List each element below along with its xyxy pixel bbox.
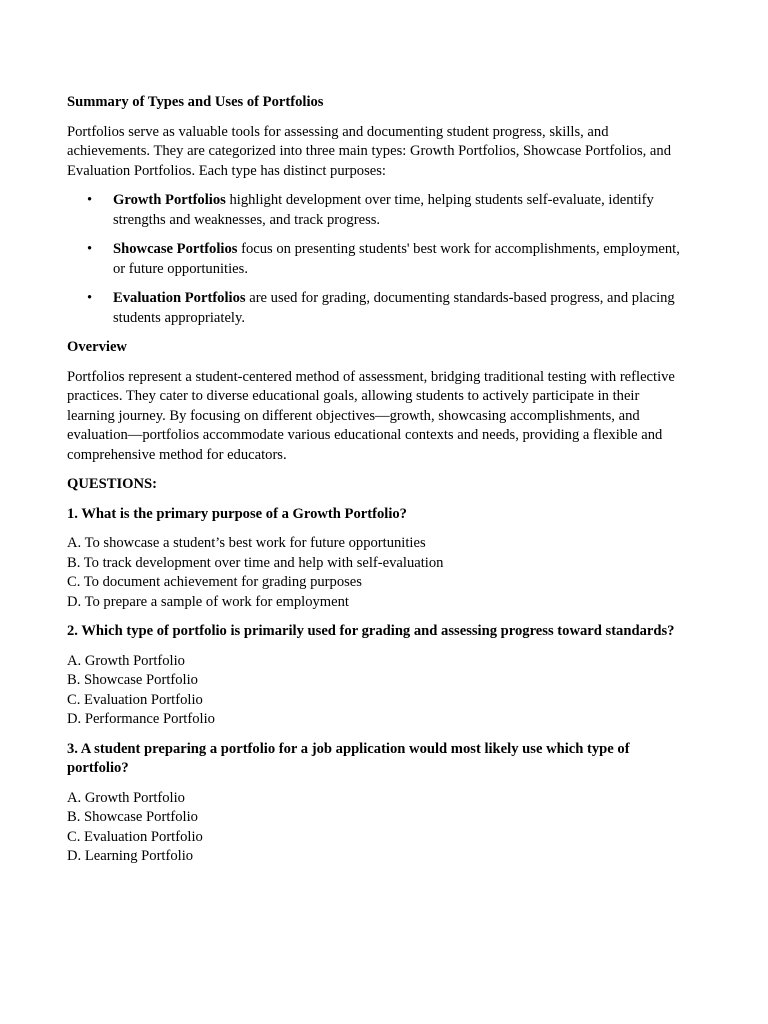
answer-option-d: D. To prepare a sample of work for employment — [67, 593, 349, 610]
type-description: focus on presenting students' best work for accomplishments, employment, or future opportunities. — [113, 241, 680, 277]
answer-option-c: C. To document achievement for grading purposes — [67, 574, 362, 590]
question-3 — [67, 740, 687, 867]
type-description: highlight development over time, helping students self-evaluate, identify strengths and weaknesses, and track progress. — [113, 192, 654, 228]
overview-paragraph: Portfolios represent a student-centered method of assessment, bridging traditional testing with reflective practices. They cater to diverse educational goals, allowing students to actively participate in their learning journey. By focusing on different objectives—growth, showcasing accomplishments, and evaluation—portfolios accommodate various educational contexts and needs, providing a flexible and comprehensive method for educators. — [67, 368, 675, 463]
question-1 — [67, 505, 687, 613]
answer-option-d: D. Learning Portfolio — [67, 848, 194, 864]
questions-heading: QUESTIONS: — [67, 476, 158, 492]
bullet-icon: • — [87, 192, 93, 208]
type-name: Growth Portfolios — [113, 192, 226, 208]
answer-option-a: A. To showcase a student’s best work for future opportunities — [67, 535, 426, 551]
answer-option-d: D. Performance Portfolio — [67, 711, 215, 727]
answer-option-b: B. To track development over time and help with self-evaluation — [67, 554, 444, 571]
answer-option-b: B. Showcase Portfolio — [67, 809, 198, 825]
question-text: 2. Which type of portfolio is primarily used for grading and assessing progress toward standards? — [67, 623, 675, 639]
question-text: 1. What is the primary purpose of a Growth Portfolio? — [67, 505, 407, 522]
answer-option-b: B. Showcase Portfolio — [67, 672, 198, 688]
answer-option-a: A. Growth Portfolio — [67, 789, 185, 806]
question-text: 3. A student preparing a portfolio for a job application would most likely use which type of portfolio? — [67, 740, 630, 776]
type-name: Evaluation Portfolios — [113, 290, 246, 306]
bullet-icon: • — [87, 241, 93, 257]
overview-heading: Overview — [67, 339, 127, 355]
list-item-showcase — [67, 240, 687, 279]
list-item-growth — [67, 191, 687, 230]
bullet-icon: • — [87, 290, 93, 306]
document-title: Summary of Types and Uses of Portfolios — [67, 94, 324, 110]
document-page — [67, 93, 687, 877]
type-name: Showcase Portfolios — [113, 241, 238, 257]
intro-paragraph: Portfolios serve as valuable tools for assessing and documenting student progress, skills, and achievements. They are categorized into three main types: Growth Portfolios, Showcase Portfolios, and Evaluation Portfolios. Each type has distinct purposes: — [67, 123, 671, 179]
question-2 — [67, 622, 687, 730]
list-item-evaluation — [67, 289, 687, 328]
type-description: are used for grading, documenting standards-based progress, and placing students appropriately. — [113, 290, 675, 326]
answer-option-c: C. Evaluation Portfolio — [67, 691, 203, 708]
answer-option-a: A. Growth Portfolio — [67, 652, 185, 669]
answer-option-c: C. Evaluation Portfolio — [67, 828, 203, 845]
portfolio-types-list — [67, 191, 687, 328]
